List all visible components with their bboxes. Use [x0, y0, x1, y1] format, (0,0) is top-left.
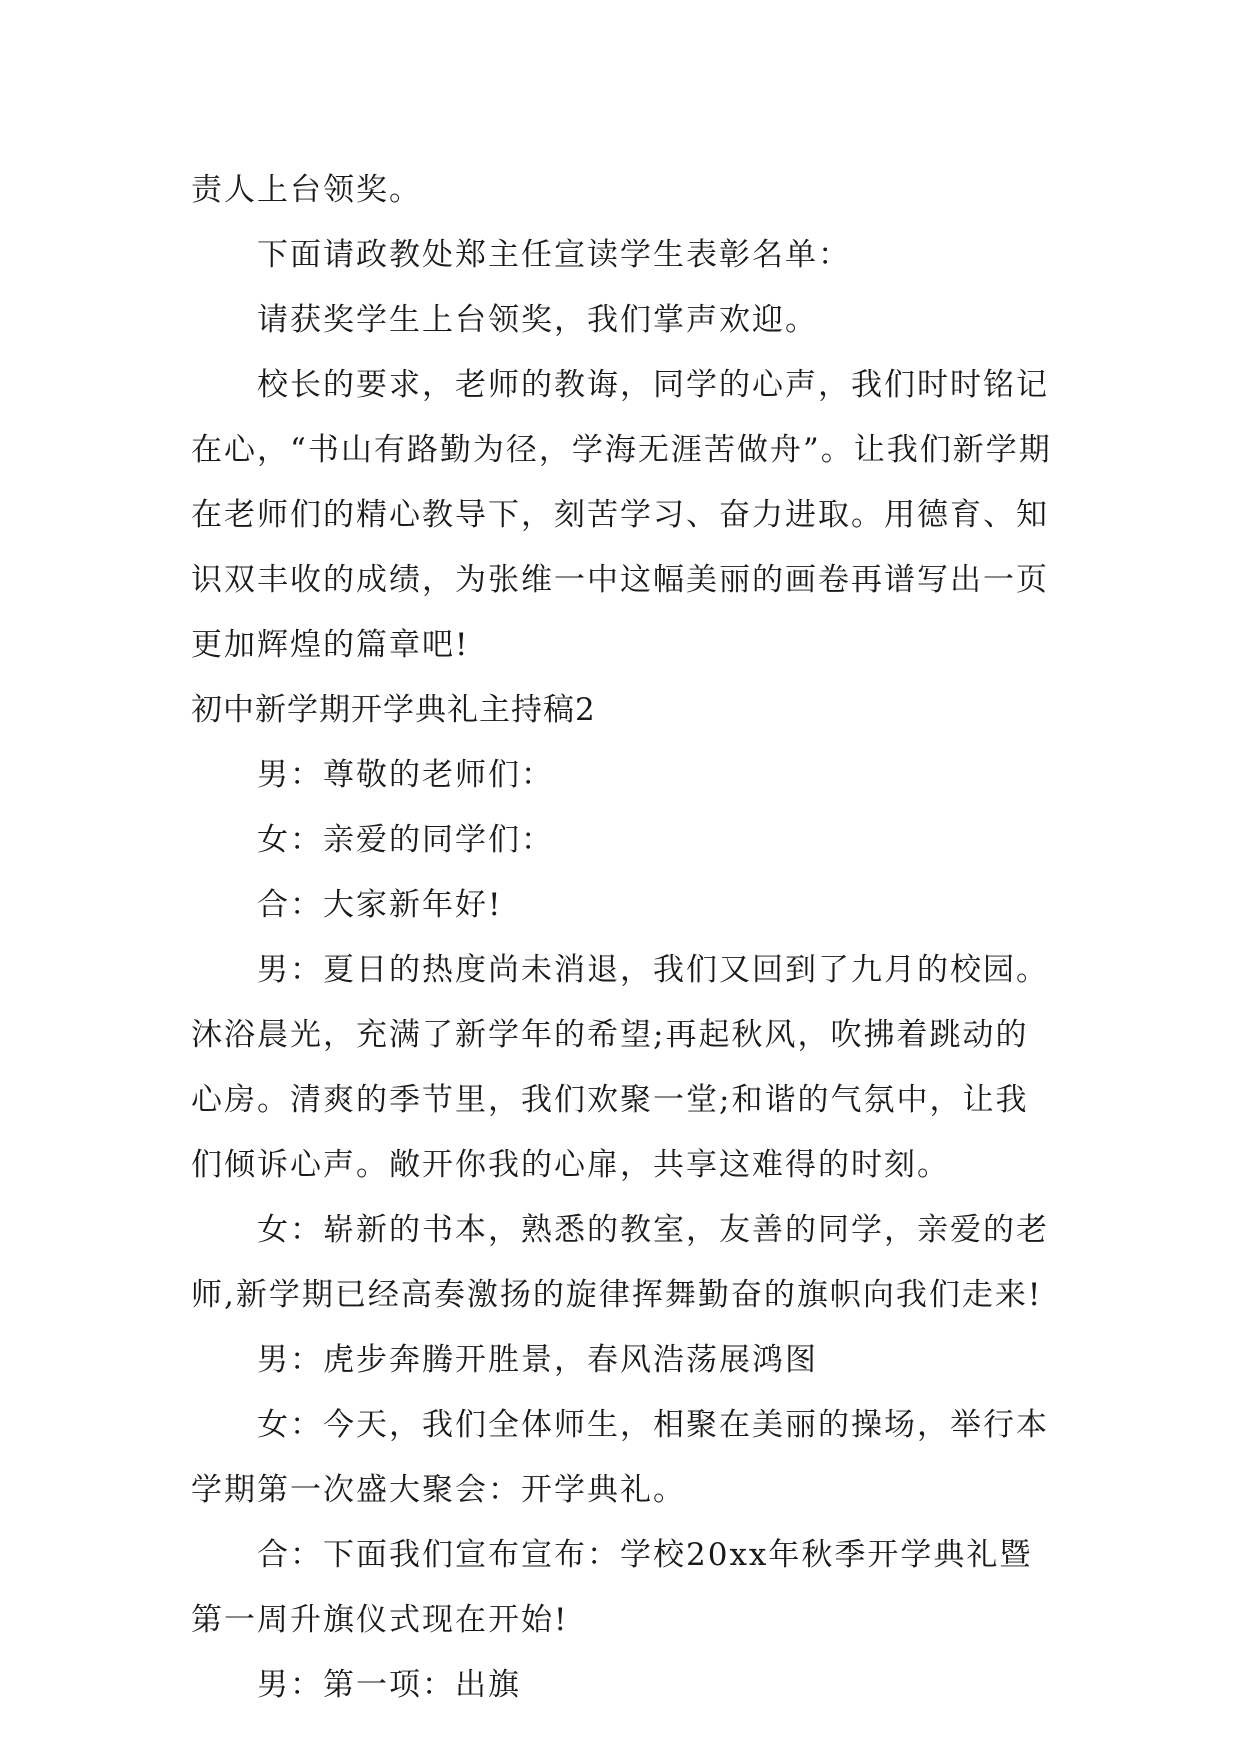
- text-line: 男：虎步奔腾开胜景，春风浩荡展鸿图: [257, 1342, 818, 1378]
- text-line: 女：今天，我们全体师生，相聚在美丽的操场，举行本: [257, 1407, 1049, 1443]
- text-line: 学期第一次盛大聚会：开学典礼。: [191, 1472, 686, 1508]
- text-line: 第一周升旗仪式现在开始!: [191, 1602, 569, 1638]
- text-line: 在心，“书山有路勤为径，学海无涯苦做舟”。让我们新学期: [191, 432, 1052, 468]
- text-line: 女：亲爱的同学们：: [257, 822, 554, 858]
- section-title: 初中新学期开学典礼主持稿2: [191, 692, 596, 728]
- text-line: 识双丰收的成绩，为张维一中这幅美丽的画卷再谱写出一页: [191, 562, 1049, 598]
- text-line: 男：尊敬的老师们：: [257, 757, 554, 793]
- text-line: 更加辉煌的篇章吧!: [191, 627, 470, 663]
- text-line: 责人上台领奖。: [191, 172, 422, 208]
- text-line: 男：第一项：出旗: [257, 1667, 521, 1703]
- text-line: 们倾诉心声。敞开你我的心扉，共享这难得的时刻。: [191, 1147, 950, 1183]
- text-line: 合：下面我们宣布宣布：学校20xx年秋季开学典礼暨: [257, 1537, 1033, 1573]
- text-line: 沐浴晨光，充满了新学年的希望;再起秋风，吹拂着跳动的: [191, 1017, 1029, 1053]
- text-line: 校长的要求，老师的教诲，同学的心声，我们时时铭记: [257, 367, 1049, 403]
- text-line: 下面请政教处郑主任宣读学生表彰名单：: [257, 237, 851, 273]
- text-line: 男：夏日的热度尚未消退，我们又回到了九月的校园。: [257, 952, 1049, 988]
- text-line: 合：大家新年好!: [257, 887, 503, 923]
- text-line: 在老师们的精心教导下，刻苦学习、奋力进取。用德育、知: [191, 497, 1049, 533]
- document-body: [191, 158, 1061, 1718]
- text-line: 心房。清爽的季节里，我们欢聚一堂;和谐的气氛中，让我: [191, 1082, 1029, 1118]
- text-line: 女：崭新的书本，熟悉的教室，友善的同学，亲爱的老: [257, 1212, 1049, 1248]
- text-line: 师,新学期已经高奏激扬的旋律挥舞勤奋的旗帜向我们走来!: [191, 1277, 1043, 1313]
- text-line: 请获奖学生上台领奖，我们掌声欢迎。: [257, 302, 818, 338]
